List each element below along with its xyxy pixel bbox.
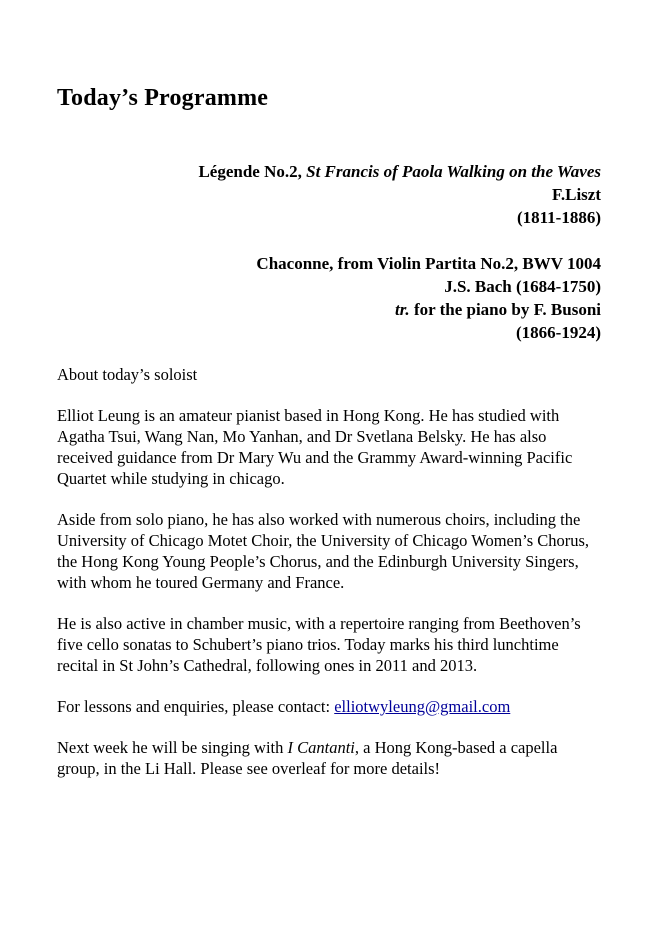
- arranger-dates: (1866-1924): [516, 323, 601, 342]
- programme-list: [57, 160, 601, 344]
- closing-text-before: Next week he will be singing with: [57, 738, 288, 757]
- piece-title-line: Chaconne, from Violin Partita No.2, BWV 1004: [256, 254, 601, 273]
- about-soloist-section: [57, 364, 601, 779]
- piece-title-line: [57, 160, 601, 183]
- arrangement-line: [57, 298, 601, 321]
- contact-line: [57, 696, 601, 717]
- paragraph-soloist-bio: Elliot Leung is an amateur pianist based in Hong Kong. He has studied with Agatha Tsui, Wang Nan, Mo Yanhan, and Dr Svetlana Belsky. He has also received guidance from Dr Mary Wu and the Grammy Award-winning Pacific Quartet while studying in chicago.: [57, 406, 573, 488]
- paragraph-choirs: Aside from solo piano, he has also worked with numerous choirs, including the University of Chicago Motet Choir, the University of Chicago Women’s Chorus, the Hong Kong Young People’s Chorus, and the Edinburgh University Singers, with whom he toured Germany and France.: [57, 510, 590, 592]
- composer-name: F.Liszt: [552, 185, 601, 204]
- composer-name: J.S. Bach (1684-1750): [444, 277, 601, 296]
- piece-title-prefix: Légende No.2,: [198, 162, 307, 181]
- ensemble-name-italic: I Cantanti: [287, 738, 355, 757]
- programme-item-liszt: [57, 160, 601, 229]
- page-title: Today’s Programme: [57, 85, 269, 111]
- closing-note: [57, 737, 601, 779]
- contact-text: For lessons and enquiries, please contact:: [57, 697, 335, 716]
- arrangement-rest: for the piano by F. Busoni: [409, 300, 601, 319]
- piece-title-italic: St Francis of Paola Walking on the Waves: [306, 162, 601, 181]
- email-link[interactable]: elliotwyleung@gmail.com: [334, 697, 511, 716]
- paragraph-chamber-music: He is also active in chamber music, with a repertoire ranging from Beethoven’s five cello sonatas to Schubert’s piano trios. Today marks his third lunchtime recital in St John’s Cathedral, following ones in 2011 and 2013.: [57, 614, 581, 675]
- composer-dates: (1811-1886): [516, 208, 601, 227]
- closing-text-after: , a Hong Kong-based a capella group, in the Li Hall. Please see overleaf for more details!: [57, 738, 558, 778]
- programme-item-bach: [57, 252, 601, 344]
- arrangement-abbr: tr.: [395, 300, 410, 319]
- about-heading: About today’s soloist: [57, 365, 198, 384]
